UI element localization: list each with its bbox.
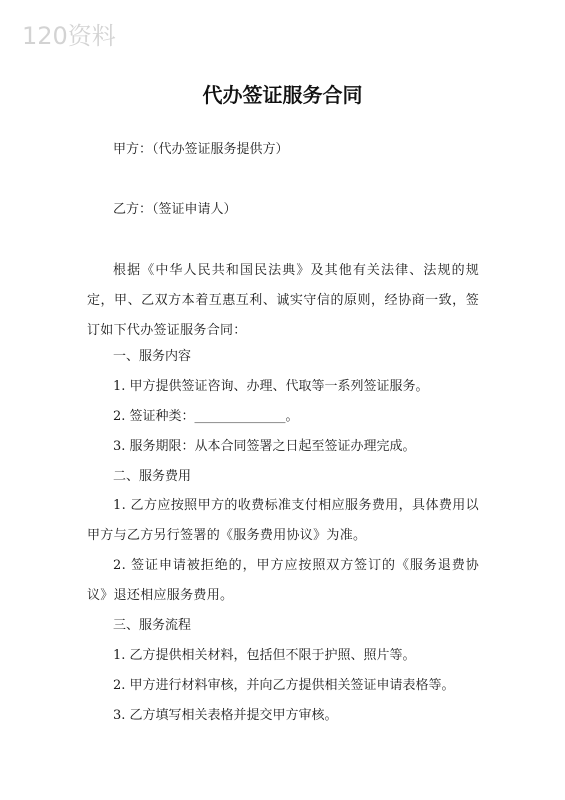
section-3-item-1: 1. 乙方提供相关材料，包括但不限于护照、照片等。 (113, 648, 416, 663)
party-b-line: 乙方：（签证申请人） (113, 202, 237, 217)
section-2-heading: 二、服务费用 (113, 469, 192, 484)
section-2-item-1: 1. 乙方应按照甲方的收费标准支付相应服务费用，具体费用以甲方与乙方另行签署的《服务费用协议》为准。 (87, 498, 479, 543)
intro-paragraph: 根据《中华人民共和国民法典》及其他有关法律、法规的规定，甲、乙双方本着互惠互利、诚实守信的原则，经协商一致，签订如下代办签证服务合同： (87, 263, 479, 338)
document-title: 代办签证服务合同 (202, 83, 363, 107)
watermark-logo: 120资料 (22, 22, 116, 50)
section-1-item-2: 2. 签证种类：______________。 (113, 409, 299, 424)
section-3-item-2: 2. 甲方进行材料审核，并向乙方提供相关签证申请表格等。 (113, 678, 455, 693)
section-1-item-1: 1. 甲方提供签证咨询、办理、代取等一系列签证服务。 (113, 379, 429, 394)
section-1-item-3: 3. 服务期限：从本合同签署之日起至签证办理完成。 (113, 439, 416, 454)
section-1-heading: 一、服务内容 (113, 349, 192, 364)
party-a-line: 甲方：（代办签证服务提供方） (113, 142, 289, 157)
section-2-item-2: 2. 签证申请被拒绝的，甲方应按照双方签订的《服务退费协议》退还相应服务费用。 (87, 558, 479, 603)
section-3-heading: 三、服务流程 (113, 618, 192, 633)
section-3-item-3: 3. 乙方填写相关表格并提交甲方审核。 (113, 708, 338, 723)
